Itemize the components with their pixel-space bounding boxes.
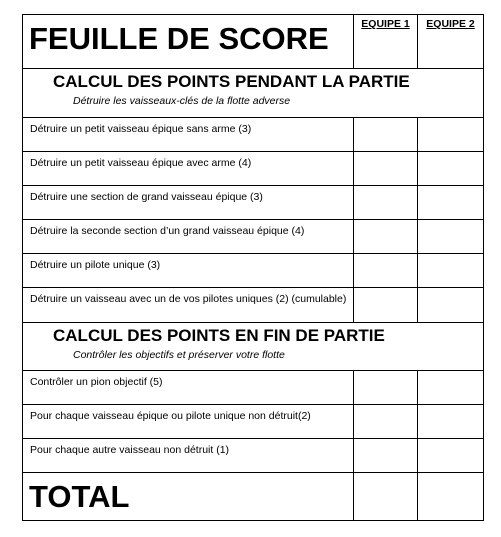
score-item: Détruire un pilote unique (3) [30,259,161,271]
section-during-header [23,69,484,118]
team2-header: EQUIPE 2 [426,18,475,30]
team2-score-cell[interactable] [418,371,484,405]
score-row-label [23,220,354,254]
score-sheet-table [22,14,484,521]
team2-score-cell[interactable] [418,439,484,473]
team1-header: EQUIPE 1 [361,18,410,30]
team1-score-cell[interactable] [354,254,418,288]
score-row-label [23,371,354,405]
score-item: Pour chaque autre vaisseau non détruit (1) [30,444,230,456]
team1-score-cell[interactable] [354,186,418,220]
score-row-label [23,118,354,152]
team2-score-cell[interactable] [418,254,484,288]
score-row-label [23,439,354,473]
score-row-label [23,186,354,220]
team1-score-cell[interactable] [354,118,418,152]
team1-score-cell[interactable] [354,439,418,473]
team1-total-cell[interactable] [354,473,418,521]
score-item: Détruire une section de grand vaisseau épique (3) [30,191,263,203]
score-item: Détruire un petit vaisseau épique sans arme (3) [30,123,252,135]
team2-score-cell[interactable] [418,288,484,323]
score-item: Contrôler un pion objectif (5) [30,376,163,388]
total-label-cell [23,473,354,521]
section-end-header [23,323,484,371]
total-label: TOTAL [29,479,130,514]
team1-score-cell[interactable] [354,288,418,323]
team1-score-cell[interactable] [354,152,418,186]
score-item: Détruire un petit vaisseau épique avec arme (4) [30,157,252,169]
team2-score-cell[interactable] [418,152,484,186]
team2-score-cell[interactable] [418,186,484,220]
team2-score-cell[interactable] [418,118,484,152]
team1-score-cell[interactable] [354,220,418,254]
team2-total-cell[interactable] [418,473,484,521]
sheet-title-cell [23,15,354,69]
section-during-title: CALCUL DES POINTS PENDANT LA PARTIE [53,72,410,91]
team1-header-cell [354,15,418,69]
team2-score-cell[interactable] [418,405,484,439]
team1-score-cell[interactable] [354,405,418,439]
team2-score-cell[interactable] [418,220,484,254]
score-item: Détruire la seconde section d’un grand vaisseau épique (4) [30,225,305,237]
team2-header-cell [418,15,484,69]
score-row-label [23,254,354,288]
sheet-title: FEUILLE DE SCORE [29,21,329,56]
section-end-title: CALCUL DES POINTS EN FIN DE PARTIE [53,326,385,345]
section-end-subtitle: Contrôler les objectifs et préserver votre flotte [73,349,285,361]
section-during-subtitle: Détruire les vaisseaux-clés de la flotte adverse [73,95,291,107]
score-item: Détruire un vaisseau avec un de vos pilotes uniques (2) (cumulable) [30,293,347,305]
score-row-label [23,288,354,323]
score-row-label [23,152,354,186]
team1-score-cell[interactable] [354,371,418,405]
score-item: Pour chaque vaisseau épique ou pilote unique non détruit(2) [30,410,311,422]
score-row-label [23,405,354,439]
